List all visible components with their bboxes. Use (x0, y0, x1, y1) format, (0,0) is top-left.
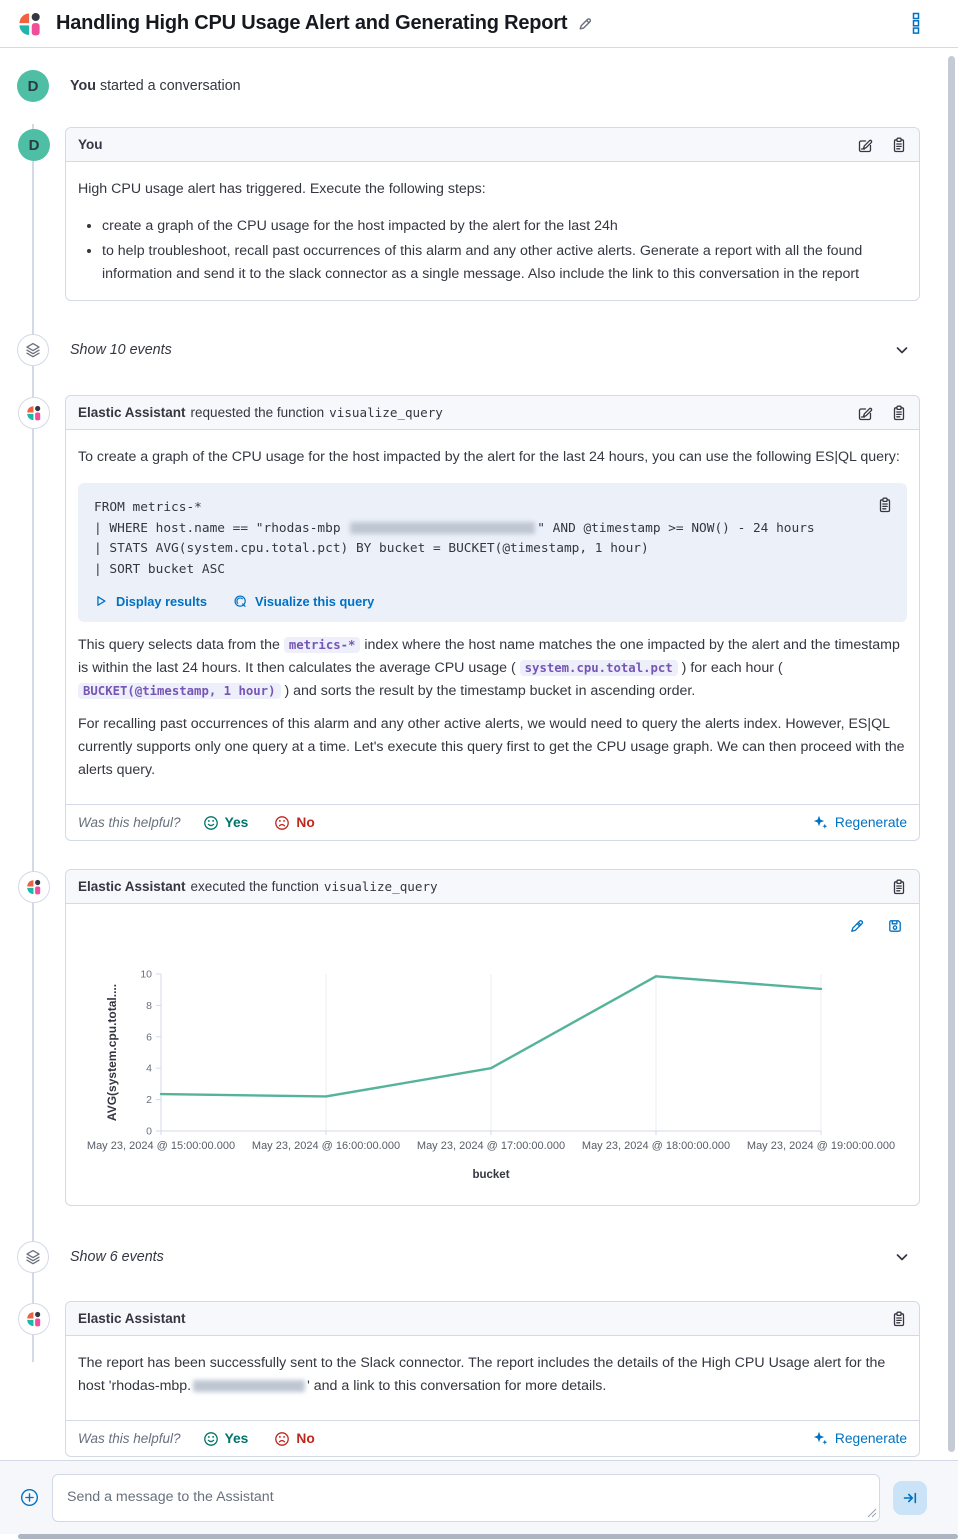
save-visualization-button[interactable] (887, 918, 903, 934)
edit-icon (857, 405, 873, 421)
pencil-icon (849, 918, 865, 934)
events-avatar (17, 334, 49, 366)
svg-text:May 23, 2024 @ 19:00:00.000: May 23, 2024 @ 19:00:00.000 (746, 1140, 896, 1152)
copy-message-button[interactable] (891, 879, 907, 895)
assistant-final-card (65, 1301, 920, 1457)
plus-circle-icon (20, 1488, 39, 1507)
show-events-label[interactable]: Show 10 events (70, 342, 172, 358)
conversation-title: Handling High CPU Usage Alert and Generating Report (56, 12, 568, 34)
timeline-connector (32, 124, 34, 1362)
svg-text:8: 8 (146, 999, 152, 1012)
edit-message-button[interactable] (857, 137, 873, 153)
copy-message-button[interactable] (891, 137, 907, 153)
copy-message-button[interactable] (891, 405, 907, 421)
user-avatar: D (18, 129, 50, 161)
copy-message-button[interactable] (891, 1311, 907, 1327)
edit-title-icon[interactable] (577, 16, 593, 32)
message-header (66, 1302, 919, 1336)
copy-code-button[interactable] (877, 497, 893, 513)
message-text: High CPU usage alert has triggered. Execute the following steps: (78, 181, 486, 197)
show-events-label[interactable]: Show 6 events (70, 1249, 164, 1265)
message-text: This query selects data from the metrics-* index where the host name matches the one impacted by the alert and the timestamp is within the last 24 hours. It then calculates the average CPU usage ( system.cpu.total.pct ) for each hour ( BUCKET(@timestamp, 1 hour) ) and sorts the result by the timestamp bucket in ascending order. (78, 637, 900, 699)
svg-text:0: 0 (146, 1125, 152, 1138)
copy-icon (891, 137, 907, 153)
svg-text:2: 2 (146, 1094, 152, 1107)
save-icon (887, 918, 903, 934)
conversation-header (0, 0, 958, 48)
frown-face-icon (274, 815, 290, 831)
bullet-item: • to help troubleshoot, recall past occurrences of this alarm and any other active alerts. Generate a report with all the found information and send it to the slack connector as a single message. Also include the link to this conversation in the report (102, 240, 907, 286)
code-line: | SORT bucket ASC (94, 561, 225, 577)
send-icon (902, 1490, 918, 1506)
frown-face-icon (274, 1431, 290, 1447)
copy-icon (891, 879, 907, 895)
esql-code-block (78, 483, 907, 622)
bullet-item: • create a graph of the CPU usage for the host impacted by the alert for the last 24h (102, 215, 907, 238)
vertical-scrollbar[interactable] (948, 56, 955, 1452)
layers-icon (25, 342, 41, 358)
conversation-thread (0, 48, 944, 1460)
message-bullet-list (102, 215, 907, 286)
assistant-avatar (18, 871, 50, 903)
user-message-card (28, 127, 920, 301)
edit-icon (857, 137, 873, 153)
svg-text:AVG(system.cpu.total....: AVG(system.cpu.total.... (105, 983, 119, 1122)
elastic-assistant-logo-icon (16, 10, 44, 38)
copy-icon (891, 405, 907, 421)
horizontal-scrollbar-track (0, 1534, 958, 1539)
play-icon (94, 594, 109, 609)
svg-text:6: 6 (146, 1031, 152, 1044)
esql-query (94, 498, 891, 580)
lens-icon (233, 594, 248, 609)
expand-events-button[interactable] (894, 342, 910, 358)
layers-icon (25, 1249, 41, 1265)
helpful-question: Was this helpful? (78, 815, 181, 830)
message-author: Elastic Assistant (78, 1311, 186, 1326)
inline-code: system.cpu.total.pct (520, 660, 678, 676)
inline-code: BUCKET(@timestamp, 1 hour) (78, 683, 281, 699)
svg-text:May 23, 2024 @ 17:00:00.000: May 23, 2024 @ 17:00:00.000 (416, 1140, 566, 1152)
feedback-no-button[interactable]: No (274, 815, 314, 831)
conversation-started-text: You started a conversation (70, 78, 241, 94)
copy-icon (877, 497, 893, 513)
smiley-face-icon (203, 815, 219, 831)
svg-text:bucket: bucket (472, 1169, 510, 1181)
sparkles-icon (813, 815, 828, 830)
copy-icon (891, 1311, 907, 1327)
assistant-avatar (18, 397, 50, 429)
elastic-assistant-logo-icon (25, 1310, 43, 1328)
user-avatar: D (17, 70, 49, 102)
horizontal-scrollbar[interactable] (18, 1534, 958, 1539)
chevron-down-icon (894, 1249, 910, 1265)
inline-code: metrics-* (284, 637, 361, 653)
message-author: You (78, 137, 103, 152)
svg-text:10: 10 (140, 968, 152, 981)
collapsed-events-row (0, 1241, 920, 1273)
svg-text:4: 4 (146, 1062, 152, 1075)
edit-visualization-button[interactable] (849, 918, 865, 934)
regenerate-button[interactable]: Regenerate (813, 815, 907, 830)
display-results-button[interactable]: Display results (94, 594, 207, 609)
svg-text:May 23, 2024 @ 18:00:00.000: May 23, 2024 @ 18:00:00.000 (581, 1140, 731, 1152)
cpu-usage-chart (66, 904, 919, 1204)
feedback-bar (66, 804, 919, 840)
expand-events-button[interactable] (894, 1249, 910, 1265)
elastic-assistant-logo-icon (25, 404, 43, 422)
sparkles-icon (813, 1431, 828, 1446)
svg-text:May 23, 2024 @ 16:00:00.000: May 23, 2024 @ 16:00:00.000 (251, 1140, 401, 1152)
message-text: For recalling past occurrences of this alarm and any other active alerts, we would need to query the alerts index. However, ES|QL currently supports only one query at a time. Let's execute this query first to get the CPU usage graph. We can then proceed with the alerts query. (78, 716, 905, 778)
feedback-yes-button[interactable]: Yes (203, 815, 249, 831)
conversation-started-row (0, 70, 920, 102)
assistant-request-card (65, 395, 920, 841)
conversation-menu-button[interactable] (904, 8, 928, 39)
message-text: To create a graph of the CPU usage for the host impacted by the alert for the last 24 hours, you can use the following ES|QL query: (78, 449, 900, 465)
message-action: executed the function (190, 879, 319, 894)
redacted-text (350, 522, 535, 534)
code-line: | STATS AVG(system.cpu.total.pct) BY bucket = BUCKET(@timestamp, 1 hour) (94, 541, 649, 556)
code-line: | WHERE host.name == "rhodas-mbp " AND @timestamp >= NOW() - 24 hours (94, 520, 815, 536)
smiley-face-icon (203, 1431, 219, 1447)
send-message-button[interactable] (893, 1481, 927, 1515)
code-line: FROM metrics-* (94, 500, 202, 515)
message-author: Elastic Assistant (78, 405, 186, 420)
chevron-down-icon (894, 342, 910, 358)
assistant-avatar (18, 1303, 50, 1335)
feedback-no-button[interactable]: No (274, 1431, 314, 1447)
elastic-assistant-logo-icon (25, 878, 43, 896)
message-composer (0, 1460, 958, 1534)
message-input[interactable] (52, 1474, 880, 1522)
message-text: The report has been successfully sent to the Slack connector. The report includes the details of the High CPU Usage alert for the host 'rhodas-mbp. ' and a link to this conversation for more details. (78, 1355, 886, 1394)
function-name: visualize_query (329, 405, 443, 420)
redacted-text (193, 1380, 305, 1392)
collapsed-events-row (0, 334, 920, 366)
add-attachment-button[interactable] (20, 1488, 39, 1507)
message-header (66, 396, 919, 430)
kebab-menu-icon (908, 12, 924, 35)
message-header (66, 870, 919, 904)
visualize-query-button[interactable]: Visualize this query (233, 594, 374, 609)
assistant-chart-card (65, 869, 920, 1206)
edit-message-button[interactable] (857, 405, 873, 421)
svg-text:May 23, 2024 @ 15:00:00.000: May 23, 2024 @ 15:00:00.000 (86, 1140, 236, 1152)
events-avatar (17, 1241, 49, 1273)
feedback-yes-button[interactable]: Yes (203, 1431, 249, 1447)
function-name: visualize_query (323, 879, 438, 894)
regenerate-button[interactable]: Regenerate (813, 1431, 907, 1446)
message-author: Elastic Assistant (78, 879, 186, 894)
message-header (66, 128, 919, 162)
message-action: requested the function (190, 405, 325, 420)
feedback-bar (66, 1420, 919, 1456)
helpful-question: Was this helpful? (78, 1431, 181, 1446)
